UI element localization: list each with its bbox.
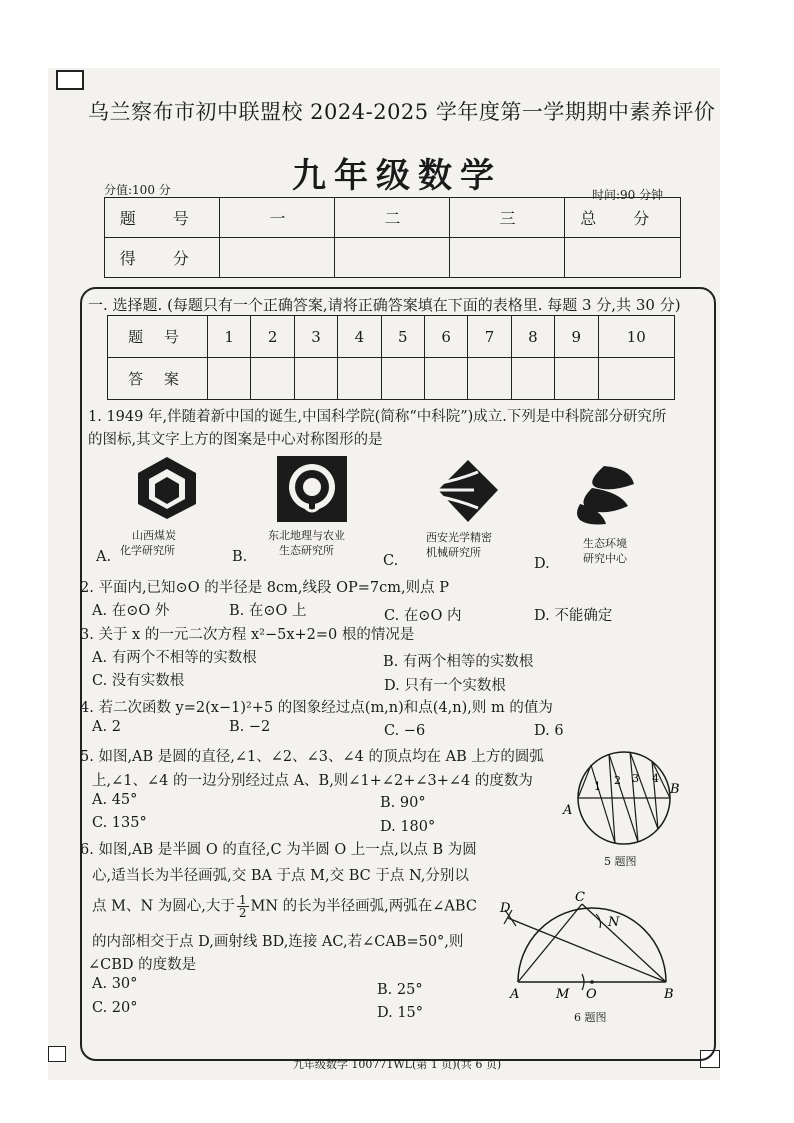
option: D. 180° <box>380 819 436 835</box>
answer-blank[interactable] <box>208 358 251 400</box>
exam-time: 时间:90 分钟 <box>592 188 664 202</box>
question-1-text: 1. 1949 年,伴随着新中国的诞生,中国科学院(简称“中科院”)成立.下列是中科院部分研究所 <box>88 409 667 425</box>
logo-caption: 生态环境 <box>583 537 627 550</box>
option: A. 2 <box>92 719 121 735</box>
fig6-label-c: C <box>575 890 585 905</box>
logo-caption: 山西煤炭 <box>132 529 176 542</box>
score-table-cell: 得 分 <box>105 238 220 278</box>
option: C. 135° <box>92 815 147 831</box>
fraction-numerator: 1 <box>238 893 247 907</box>
fig6-label-m: M <box>556 987 570 1002</box>
question-5-text: 5. 如图,AB 是圆的直径,∠1、∠2、∠3、∠4 的顶点均在 AB 上方的圆弧 <box>80 749 544 765</box>
fig5-label-3: 3 <box>632 772 639 785</box>
registration-mark <box>56 70 84 90</box>
question-number: 5 <box>381 316 424 358</box>
figure-5-caption: 5 题图 <box>604 855 637 868</box>
option-letter: D. <box>534 556 550 572</box>
question-6-text: 6. 如图,AB 是半圆 O 的直径,C 为半圆 O 上一点,以点 B 为圆 <box>80 842 477 858</box>
leaf-logo-icon <box>572 462 636 526</box>
question-number: 3 <box>294 316 337 358</box>
option: A. 45° <box>92 792 138 808</box>
hexagon-cube-logo-icon <box>135 455 199 521</box>
question-number: 2 <box>251 316 294 358</box>
option: B. 在⊙O 上 <box>229 603 307 619</box>
section-title: 一. 选择题. (每题只有一个正确答案,请将正确答案填在下面的表格里. 每题 3 分,共 30 分) <box>88 296 681 314</box>
option: B. 有两个相等的实数根 <box>383 654 534 670</box>
page-footer: 九年级数学 100771WL(第 1 页)(共 6 页) <box>292 1058 502 1071</box>
fig6-label-b: B <box>664 987 674 1002</box>
score-table-cell: 题 号 <box>105 198 220 238</box>
logo-caption: 西安光学精密 <box>426 531 492 544</box>
score-table-cell: 二 <box>335 198 450 238</box>
score-blank[interactable] <box>335 238 450 278</box>
option: D. 不能确定 <box>534 608 613 624</box>
answer-blank[interactable] <box>598 358 674 400</box>
option-letter: A. <box>96 549 112 565</box>
answer-header-label: 题 号 <box>108 316 208 358</box>
question-4-text: 4. 若二次函数 y=2(x−1)²+5 的图象经过点(m,n)和点(4,n),则 m 的值为 <box>80 700 553 716</box>
option: D. 15° <box>377 1005 424 1021</box>
logo-caption: 研究中心 <box>583 552 627 565</box>
fig6-label-n: N <box>608 915 620 930</box>
score-blank[interactable] <box>220 238 335 278</box>
score-table-cell: 总 分 <box>565 198 681 238</box>
question-6-text-part: MN 的长为半径画弧,两弧在∠ABC <box>250 898 477 915</box>
question-number: 10 <box>598 316 674 358</box>
total-score: 分值:100 分 <box>104 183 171 197</box>
logo-caption: 机械研究所 <box>426 546 481 559</box>
figure-6 <box>496 888 686 1004</box>
score-blank[interactable] <box>450 238 565 278</box>
score-table-cell: 三 <box>450 198 565 238</box>
question-6-text: ∠CBD 的度数是 <box>88 957 197 973</box>
question-2-text: 2. 平面内,已知⊙O 的半径是 8cm,线段 OP=7cm,则点 P <box>80 580 449 596</box>
answer-blank[interactable] <box>294 358 337 400</box>
option: C. −6 <box>384 723 426 739</box>
option: D. 6 <box>534 723 564 739</box>
option: B. 25° <box>377 982 423 998</box>
option: A. 有两个不相等的实数根 <box>92 650 257 666</box>
logo-caption: 生态研究所 <box>279 544 334 557</box>
figure-5 <box>560 748 690 848</box>
score-blank[interactable] <box>565 238 681 278</box>
fig5-label-1: 1 <box>594 780 601 793</box>
question-number: 9 <box>555 316 598 358</box>
option: C. 20° <box>92 1000 138 1016</box>
answer-blank[interactable] <box>381 358 424 400</box>
fig6-label-o: O <box>586 987 597 1002</box>
exam-header: 乌兰察布市初中联盟校 2024-2025 学年度第一学期期中素养评价 <box>88 100 716 124</box>
fig6-label-a: A <box>510 987 520 1002</box>
fig5-label-2: 2 <box>614 774 621 787</box>
answer-blank[interactable] <box>338 358 381 400</box>
answer-blank[interactable] <box>424 358 467 400</box>
figure-6-caption: 6 题图 <box>574 1011 607 1024</box>
logo-caption: 东北地理与农业 <box>268 529 345 542</box>
question-number: 7 <box>468 316 511 358</box>
question-6-text: 的内部相交于点 D,画射线 BD,连接 AC,若∠CAB=50°,则 <box>92 934 464 950</box>
option: D. 只有一个实数根 <box>384 678 506 694</box>
question-3-text: 3. 关于 x 的一元二次方程 x²−5x+2=0 根的情况是 <box>80 627 415 643</box>
option-letter: C. <box>383 553 399 569</box>
subject-title: 九年级数学 <box>292 156 502 196</box>
option: B. 90° <box>380 795 426 811</box>
logo-caption: 化学研究所 <box>120 544 175 557</box>
option-letter: B. <box>232 549 248 565</box>
answer-blank[interactable] <box>555 358 598 400</box>
fig5-label-a: A <box>563 803 573 818</box>
answer-row-label: 答 案 <box>108 358 208 400</box>
fig5-label-4: 4 <box>652 772 659 785</box>
answer-blank[interactable] <box>468 358 511 400</box>
question-6-text <box>92 894 477 919</box>
diamond-logo-icon <box>430 458 500 524</box>
question-5-text: 上,∠1、∠4 的一边分别经过点 A、B,则∠1+∠2+∠3+∠4 的度数为 <box>92 773 533 789</box>
option: C. 在⊙O 内 <box>384 608 462 624</box>
score-table <box>104 197 681 278</box>
score-table-cell: 一 <box>220 198 335 238</box>
question-number: 4 <box>338 316 381 358</box>
fraction-denominator: 2 <box>238 906 247 920</box>
answer-table <box>107 315 675 400</box>
option: A. 30° <box>92 976 138 992</box>
fraction <box>237 894 249 919</box>
answer-blank[interactable] <box>511 358 554 400</box>
answer-blank[interactable] <box>251 358 294 400</box>
option: C. 没有实数根 <box>92 673 185 689</box>
question-6-text-part: 点 M、N 为圆心,大于 <box>92 898 235 915</box>
fig6-label-d: D <box>500 901 511 916</box>
fig5-label-b: B <box>670 782 680 797</box>
question-6-text: 心,适当长为半径画弧,交 BA 于点 M,交 BC 于点 N,分别以 <box>92 868 469 884</box>
question-1-text: 的图标,其文字上方的图案是中心对称图形的是 <box>88 432 383 448</box>
option: A. 在⊙O 外 <box>92 603 170 619</box>
question-number: 1 <box>208 316 251 358</box>
option: B. −2 <box>229 719 271 735</box>
ring-logo-icon <box>277 456 347 522</box>
question-number: 8 <box>511 316 554 358</box>
question-number: 6 <box>424 316 467 358</box>
